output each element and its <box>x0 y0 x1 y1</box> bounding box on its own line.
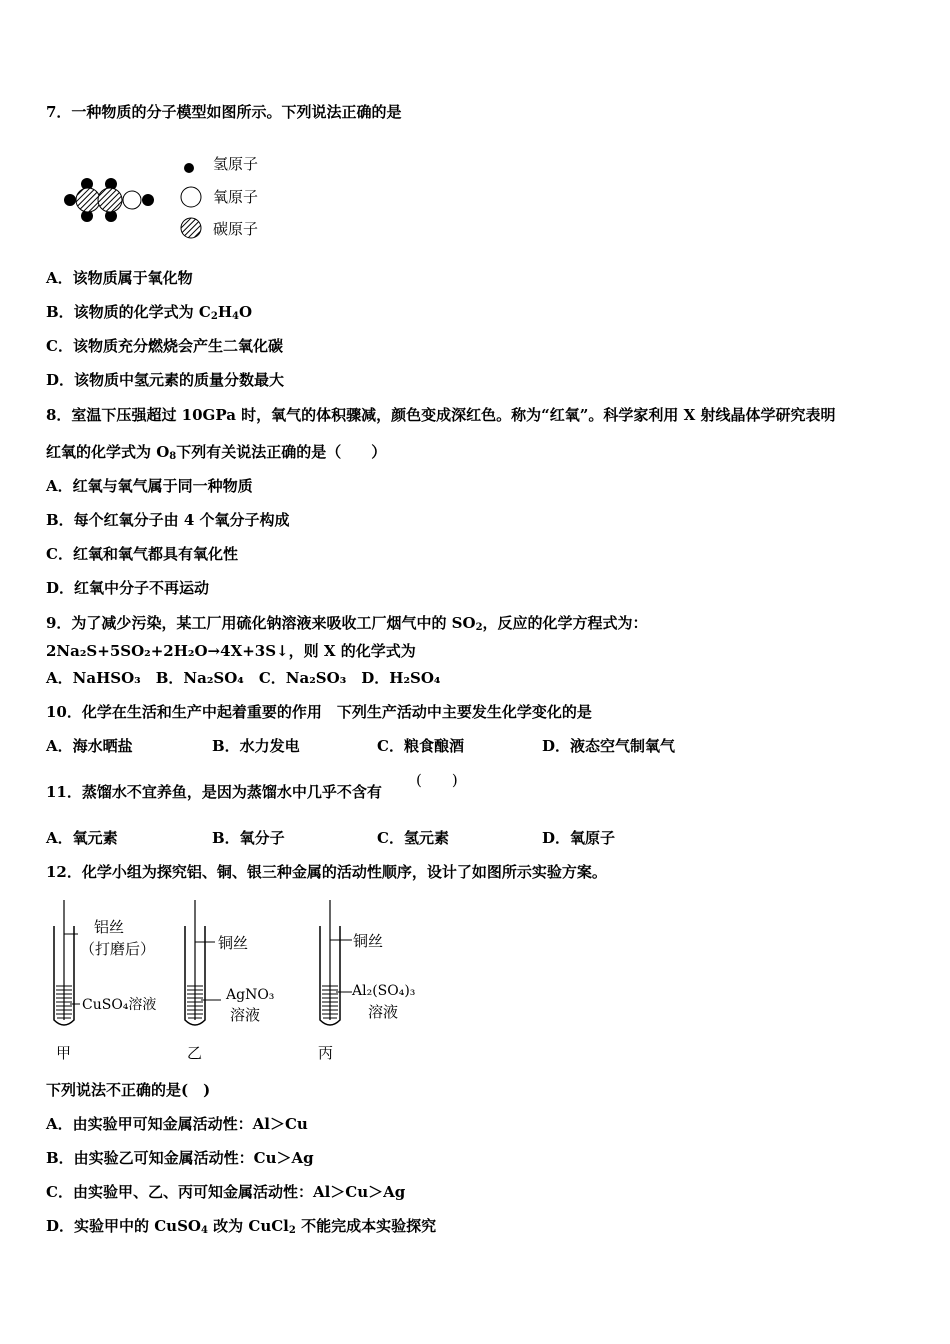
q11-option-a: A．氧元素 <box>46 829 118 847</box>
q9-stem: 9．为了减少污染，某工厂用硫化钠溶液来吸收工厂烟气中的 $SO_2$，反应的化学方程式为： <box>46 614 648 633</box>
q10-option-c: C．粮食酿酒 <box>377 737 464 755</box>
bing-solution-formula: Al₂(SO₄)₃ <box>352 983 416 999</box>
carbon-atom <box>76 188 100 212</box>
q10-option-b: B．水力发电 <box>212 737 300 755</box>
legend-oxygen-icon <box>180 186 202 208</box>
q7-option-b: B．该物质的化学式为 $C_2H_4O$ <box>46 303 253 322</box>
q12-option-a: A．由实验甲可知金属活动性：Al＞Cu <box>46 1115 308 1133</box>
q8-option-b: B．每个红氧分子由 4 个氧分子构成 <box>46 511 290 529</box>
q12-option-c: C．由实验甲、乙、丙可知金属活动性：Al＞Cu＞Ag <box>46 1183 406 1201</box>
caption-yi: 乙 <box>187 1044 203 1062</box>
q9-options: A．NaHSO₃ B．Na₂SO₄ C．Na₂SO₃ D．H₂SO₄ <box>46 669 441 687</box>
caption-bing: 丙 <box>318 1044 334 1062</box>
q9-equation: 2Na₂S+5SO₂+2H₂O→4X+3S↓，则 X 的化学式为 <box>46 642 416 660</box>
yi-solution-formula: AgNO₃ <box>226 987 275 1003</box>
legend-oxygen-label: 氧原子 <box>213 188 259 206</box>
jia-wire-label: 铝丝 <box>94 918 125 936</box>
q10-option-d: D．液态空气制氧气 <box>542 737 676 755</box>
q7-option-a: A．该物质属于氧化物 <box>46 269 193 287</box>
q12-stem: 12．化学小组为探究铝、铜、银三种金属的活动性顺序，设计了如图所示实验方案。 <box>46 863 607 881</box>
q11-option-b: B．氧分子 <box>212 829 285 847</box>
q11-stem: 11．蒸馏水不宜养鱼，是因为蒸馏水中几乎不含有 <box>46 783 382 801</box>
molecule-model-figure <box>60 172 160 232</box>
legend-hydrogen-label: 氢原子 <box>213 155 259 173</box>
hydrogen-atom <box>142 194 154 206</box>
q7-option-c: C．该物质充分燃烧会产生二氧化碳 <box>46 337 283 355</box>
jia-solution-label: CuSO₄溶液 <box>82 997 157 1013</box>
legend-hydrogen-icon <box>183 162 195 174</box>
q11-option-d: D．氧原子 <box>542 829 616 847</box>
yi-solution-label: 溶液 <box>230 1006 261 1024</box>
q11-answer-paren: ( ) <box>416 771 458 789</box>
q12-option-b: B．由实验乙可知金属活动性：Cu＞Ag <box>46 1149 314 1167</box>
q8-stem-line2: 红氧的化学式为 $O_8$下列有关说法正确的是（ ） <box>46 443 387 462</box>
bing-wire-label: 铜丝 <box>353 932 384 950</box>
bing-solution-label: 溶液 <box>368 1003 399 1021</box>
q11-option-c: C．氢元素 <box>377 829 449 847</box>
q12-sub-stem: 下列说法不正确的是( ) <box>46 1081 211 1099</box>
legend-carbon-icon <box>180 217 202 239</box>
q10-option-a: A．海水晒盐 <box>46 737 133 755</box>
legend-carbon-label: 碳原子 <box>213 220 259 238</box>
test-tube-jia <box>50 900 80 1030</box>
q8-option-a: A．红氧与氧气属于同一种物质 <box>46 477 253 495</box>
jia-wire-note: （打磨后） <box>80 940 156 958</box>
test-tube-bing <box>316 900 356 1030</box>
q10-stem: 10．化学在生活和生产中起着重要的作用 下列生产活动中主要发生化学变化的是 <box>46 703 592 721</box>
q8-stem-line1: 8．室温下压强超过 10GPa 时，氧气的体积骤减，颜色变成深红色。称为“红氧”。科学家利用 X 射线晶体学研究表明 <box>46 406 836 424</box>
q8-option-d: D．红氧中分子不再运动 <box>46 579 210 597</box>
yi-wire-label: 铜丝 <box>218 934 249 952</box>
test-tube-yi <box>181 900 221 1030</box>
caption-jia: 甲 <box>56 1044 72 1062</box>
q8-option-c: C．红氧和氧气都具有氧化性 <box>46 545 238 563</box>
q7-stem: 7．一种物质的分子模型如图所示。下列说法正确的是 <box>46 103 402 121</box>
hydrogen-atom <box>64 194 76 206</box>
q12-option-d: D．实验甲中的 CuSO$_4$ 改为 CuCl$_2$ 不能完成本实验探究 <box>46 1217 437 1236</box>
q7-option-d: D．该物质中氢元素的质量分数最大 <box>46 371 285 389</box>
carbon-atom <box>98 188 122 212</box>
oxygen-atom <box>123 191 141 209</box>
